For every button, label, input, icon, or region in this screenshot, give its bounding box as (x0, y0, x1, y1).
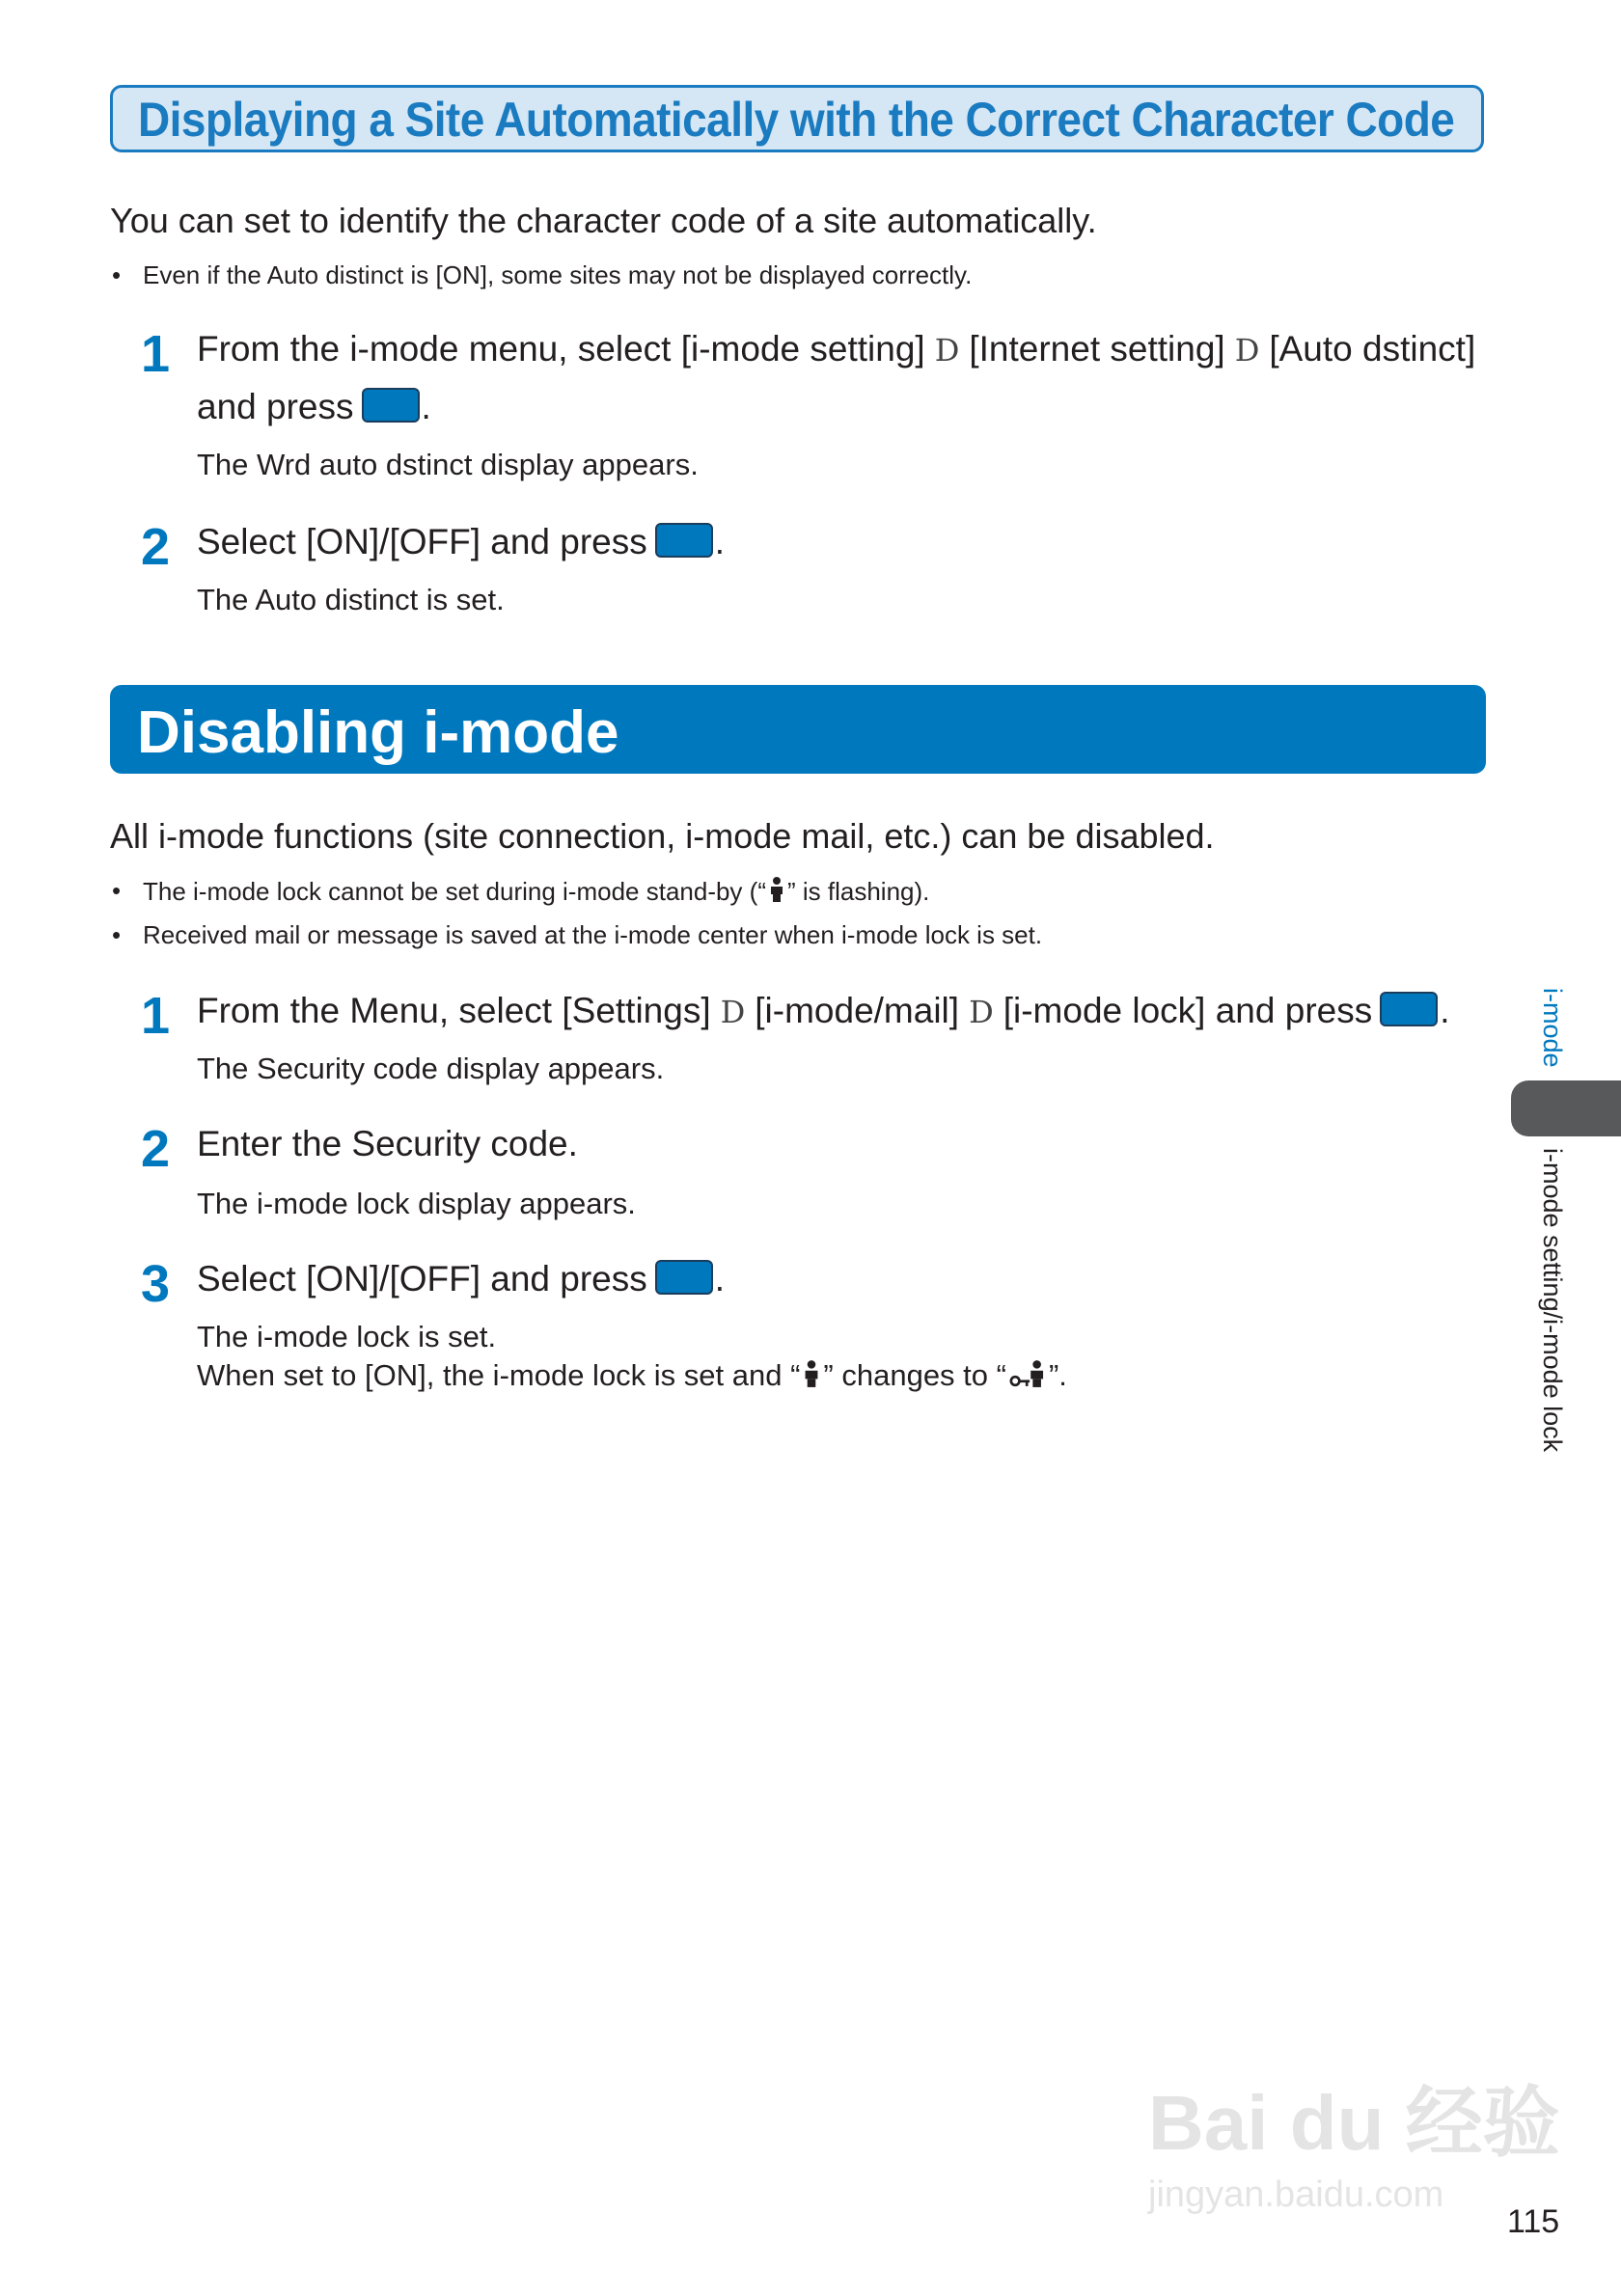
step-result (197, 1356, 1067, 1395)
step-instruction (197, 990, 1450, 1032)
note-text: Even if the Auto distinct is [ON], some sites may not be displayed correctly. (143, 260, 973, 289)
punct: . (1440, 991, 1450, 1030)
step-result: The i-mode lock display appears. (197, 1187, 636, 1220)
imode-standby-icon (802, 1359, 821, 1388)
step-result: The Auto distinct is set. (197, 583, 505, 616)
enter-key-icon (362, 388, 420, 423)
enter-key-icon (1380, 992, 1438, 1026)
enter-key-icon (655, 523, 713, 558)
note-text: ” is flashing). (786, 877, 930, 906)
step-number: 2 (141, 518, 171, 576)
arrow-icon: D (720, 994, 746, 1030)
step-result: The Wrd auto dstinct display appears. (197, 448, 699, 481)
watermark-logo: Bai du 经验 (1148, 2080, 1560, 2166)
step-instruction (197, 1258, 725, 1300)
watermark-url: jingyan.baidu.com (1148, 2174, 1444, 2215)
side-label-imode: i-mode (1538, 988, 1567, 1068)
note-bullet: • Received mail or message is saved at the i-mode center when i-mode lock is set. (112, 920, 1043, 949)
step-text-part: Select [ON]/[OFF] and press (197, 1259, 647, 1298)
section-title-disable-imode (110, 685, 1486, 774)
imode-lock-icon (1008, 1359, 1047, 1388)
step-instruction: Enter the Security code. (197, 1124, 578, 1163)
step-text-part: From the i-mode menu, select [i-mode setting] (197, 329, 925, 369)
section-intro: All i-mode functions (site connection, i-mode mail, etc.) can be disabled. (110, 816, 1215, 856)
side-label-section: i-mode setting/i-mode lock (1538, 1148, 1567, 1453)
result-text-part: When set to [ON], the i-mode lock is set and “ (197, 1358, 801, 1392)
imode-standby-icon (768, 876, 785, 903)
note-text: Received mail or message is saved at the i-mode center when i-mode lock is set. (143, 920, 1043, 949)
note-bullet: • Even if the Auto distinct is [ON], some sites may not be displayed correctly. (112, 260, 973, 289)
step-result: The Security code display appears. (197, 1052, 665, 1085)
step-instruction-cont (197, 386, 431, 428)
arrow-icon: D (934, 332, 960, 369)
step-text-part: From the Menu, select [Settings] (197, 991, 711, 1030)
section-title-text: Displaying a Site Automatically with the Correct Character Code (138, 93, 1455, 147)
step-number: 1 (141, 987, 171, 1045)
punct: . (714, 1259, 726, 1298)
step-text-part: Select [ON]/[OFF] and press (197, 522, 647, 561)
arrow-icon: D (969, 994, 994, 1030)
note-text: The i-mode lock cannot be set during i-mode stand-by (“ (143, 877, 766, 906)
result-text-part: ”. (1048, 1358, 1067, 1392)
step-text-part: [Internet setting] (969, 329, 1225, 369)
enter-key-icon (655, 1260, 713, 1295)
punct: . (714, 522, 726, 561)
step-text-part: and press (197, 387, 354, 426)
punct: . (421, 387, 431, 426)
side-tab (1511, 1080, 1621, 1136)
step-number: 2 (141, 1120, 171, 1178)
step-number: 3 (141, 1255, 171, 1313)
result-text-part: ” changes to “ (823, 1358, 1006, 1392)
step-text-part: [i-mode lock] and press (1003, 991, 1373, 1030)
note-bullet: • The i-mode lock cannot be set during i-mode stand-by (“ ” is flashing). (112, 876, 930, 906)
section-intro: You can set to identify the character code of a site automatically. (110, 201, 1097, 240)
section-title-char-code (110, 85, 1484, 152)
arrow-icon: D (1234, 332, 1260, 369)
page-number: 115 (1507, 2203, 1560, 2240)
step-instruction (197, 521, 725, 563)
step-text-part: [Auto dstinct] (1269, 329, 1476, 369)
section-title-text: Disabling i-mode (137, 699, 619, 766)
step-text-part: [i-mode/mail] (755, 991, 960, 1030)
step-instruction (197, 328, 1475, 370)
step-result: The i-mode lock is set. (197, 1320, 497, 1353)
step-number: 1 (141, 325, 171, 383)
